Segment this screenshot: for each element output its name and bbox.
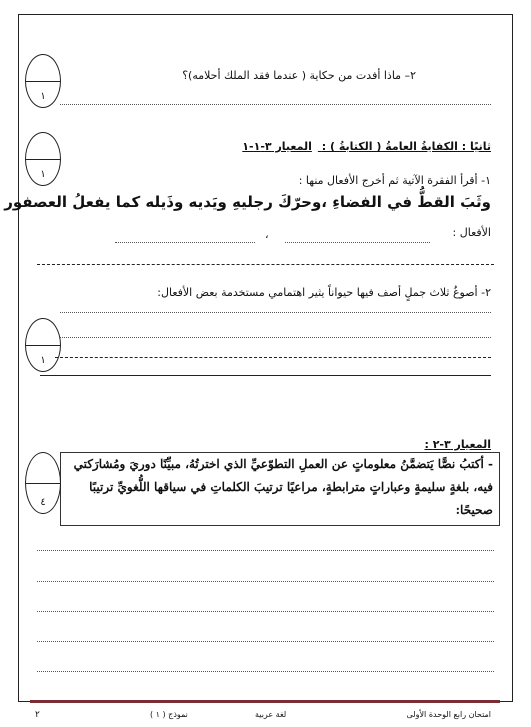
footer-exam: امتحان رابع الوحدة الأولى: [406, 710, 491, 719]
item-1-sentence: وثَبَ القطُّ في الفضاءِ ،وحرّكَ رجليهِ ويَديه وذَيله كما يفعلُ العصفور: [4, 193, 491, 211]
answer-line: [60, 337, 491, 338]
task-box: [60, 452, 500, 526]
section-title: ثانيًا : الكفايةُ العامةُ ( الكتابةُ ) :: [321, 140, 491, 153]
writing-line: [37, 611, 494, 612]
verbs-label: الأفعال :: [452, 226, 491, 239]
item-1-instruction: ١- أقرأ الفقرة الآتية ثم أخرج الأفعال منها :: [298, 174, 491, 187]
comma: ،: [265, 228, 269, 241]
writing-line: [37, 671, 494, 672]
task-line-3: صحيحًا:: [455, 503, 493, 517]
footer-model: نموذج ( ١ ): [150, 710, 188, 719]
score-value: ١: [40, 91, 46, 102]
score-value: ١: [40, 355, 46, 366]
score-value: ١: [40, 169, 46, 180]
score-circle-standard32: [25, 452, 61, 514]
verbs-answer-line: [285, 242, 430, 243]
score-circle-q2: [25, 54, 61, 108]
footer-subject: لغة عربية: [255, 710, 287, 719]
score-circle-section2: [25, 132, 61, 186]
standard-3-2-title: المعيار ٣-٢ :: [424, 438, 491, 451]
score-circle-item2: [25, 318, 61, 372]
verbs-answer-line: [115, 242, 255, 243]
standard-label: المعيار ٣-١-١: [242, 140, 312, 153]
writing-line: [37, 550, 494, 551]
question-2-text: ٢– ماذا أفدت من حكاية ( عندما فقد الملك أحلامه)؟: [182, 69, 416, 82]
item-2-instruction: ٢- أصوغُ ثلاث جملٍ أصف فيها حيواناً يثير اهتمامي مستخدمة بعض الأفعال:: [157, 286, 491, 299]
page-frame: [18, 14, 513, 702]
page-number: ٢: [35, 710, 40, 720]
task-line-1: - أكتبُ نصًّا يَتضمَّنُ معلوماتٍ عن العملِ التطوّعيِّ الذي اخترتُهُ، مبيِّنًا دوريَ ومُشارَكتي: [73, 457, 493, 471]
separator: [37, 264, 494, 265]
answer-line: [60, 312, 491, 313]
footer-rule: [30, 700, 500, 703]
answer-line: [60, 104, 491, 105]
section-divider: [40, 375, 491, 376]
score-value: ٤: [40, 497, 46, 508]
task-line-2: فيه، بلغةٍ سليمةٍ وعباراتٍ مترابطةٍ، مراعيًا ترتيبَ الكلماتِ في سياقها اللُّغويِّ ترتيبًا: [89, 480, 493, 494]
writing-line: [37, 641, 494, 642]
answer-line: [55, 357, 491, 358]
section-2-title: [242, 140, 491, 153]
writing-line: [37, 581, 494, 582]
